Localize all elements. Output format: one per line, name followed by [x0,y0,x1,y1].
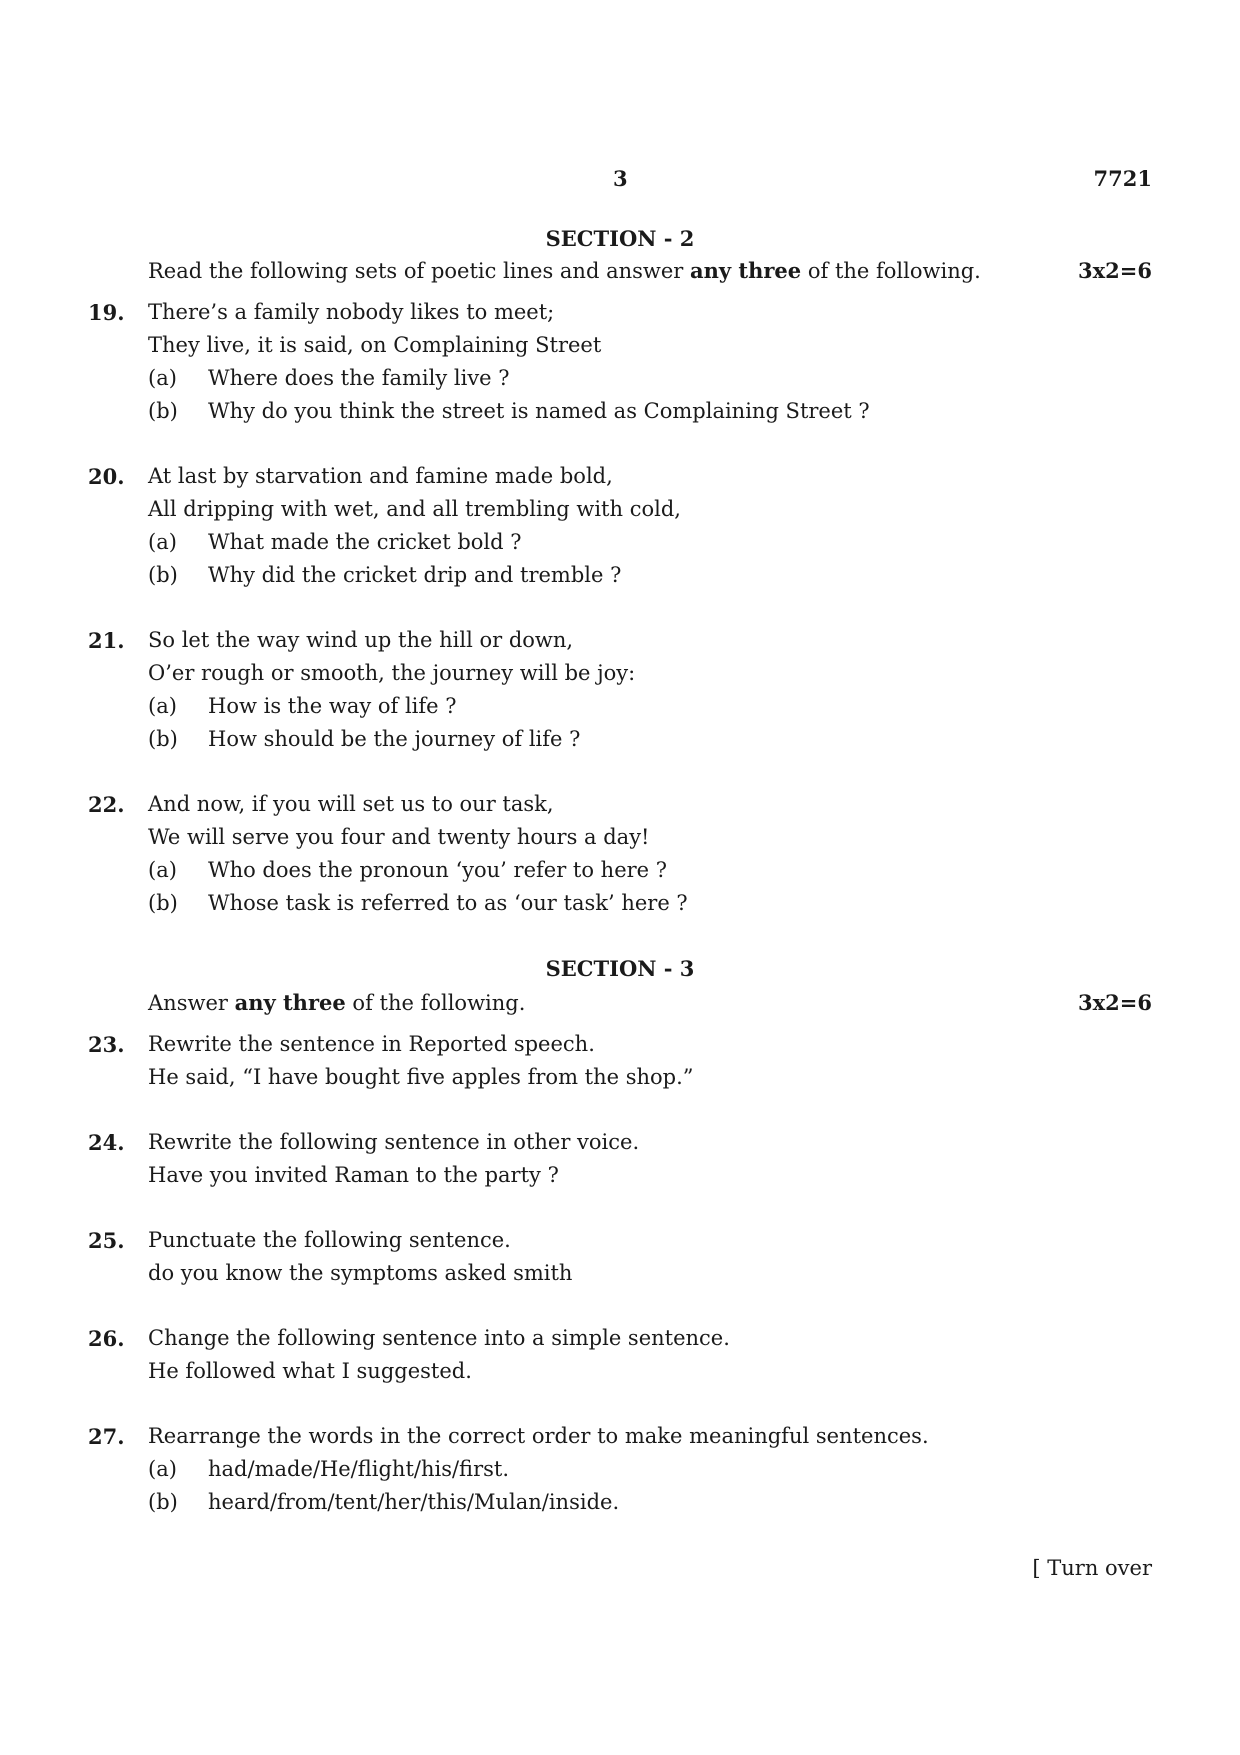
option-text: had/made/He/flight/his/first. [208,1457,509,1481]
option-text: What made the cricket bold ? [208,530,522,554]
question-number: 23. [88,1032,125,1057]
option-label: (a) [148,366,177,390]
option-text: Why do you think the street is named as Complaining Street ? [208,399,870,423]
question-number: 21. [88,628,125,653]
question-line: There’s a family nobody likes to meet; [148,300,555,324]
option-label: (a) [148,530,177,554]
option-text: Why did the cricket drip and tremble ? [208,563,622,587]
question-number: 26. [88,1326,125,1351]
question-number: 25. [88,1228,125,1253]
question-number: 19. [88,300,125,325]
page-number: 3 [613,166,628,191]
question-line: Rewrite the sentence in Reported speech. [148,1032,595,1056]
question-line: Rearrange the words in the correct order to make meaningful sentences. [148,1424,929,1448]
option-text: heard/from/tent/her/this/Mulan/inside. [208,1490,620,1514]
section-2-marks: 3x2=6 [1078,258,1152,283]
option-text: Who does the pronoun ‘you’ refer to here ? [208,858,668,882]
question-number: 20. [88,464,125,489]
section-3-title: SECTION - 3 [545,956,695,981]
question-line: do you know the symptoms asked smith [148,1261,573,1285]
question-line: And now, if you will set us to our task, [148,792,554,816]
question-line: O’er rough or smooth, the journey will be joy: [148,661,636,685]
section-3-instruction: Answer any three of the following. [148,990,526,1015]
question-line: Punctuate the following sentence. [148,1228,511,1252]
option-label: (b) [148,563,178,587]
section-2-instruction: Read the following sets of poetic lines and answer any three of the following. [148,258,981,283]
option-label: (b) [148,891,178,915]
option-label: (a) [148,694,177,718]
question-number: 22. [88,792,125,817]
question-line: All dripping with wet, and all trembling with cold, [148,497,681,521]
question-line: Change the following sentence into a simple sentence. [148,1326,730,1350]
option-label: (a) [148,1457,177,1481]
question-number: 24. [88,1130,125,1155]
question-line: So let the way wind up the hill or down, [148,628,574,652]
section-3-marks: 3x2=6 [1078,990,1152,1015]
option-text: Whose task is referred to as ‘our task’ here ? [208,891,688,915]
question-line: Rewrite the following sentence in other voice. [148,1130,640,1154]
question-line: Have you invited Raman to the party ? [148,1163,559,1187]
option-text: How should be the journey of life ? [208,727,581,751]
option-label: (b) [148,727,178,751]
option-text: How is the way of life ? [208,694,457,718]
option-label: (b) [148,1490,178,1514]
section-2-title: SECTION - 2 [545,226,695,251]
question-line: At last by starvation and famine made bold, [148,464,613,488]
question-number: 27. [88,1424,125,1449]
question-line: He said, “I have bought five apples from the shop.” [148,1065,694,1089]
option-text: Where does the family live ? [208,366,510,390]
question-line: We will serve you four and twenty hours a day! [148,825,650,849]
question-line: They live, it is said, on Complaining Street [148,333,602,357]
question-line: He followed what I suggested. [148,1359,472,1383]
turn-over-note: [ Turn over [1032,1556,1152,1580]
option-label: (b) [148,399,178,423]
paper-code: 7721 [1093,166,1152,191]
option-label: (a) [148,858,177,882]
